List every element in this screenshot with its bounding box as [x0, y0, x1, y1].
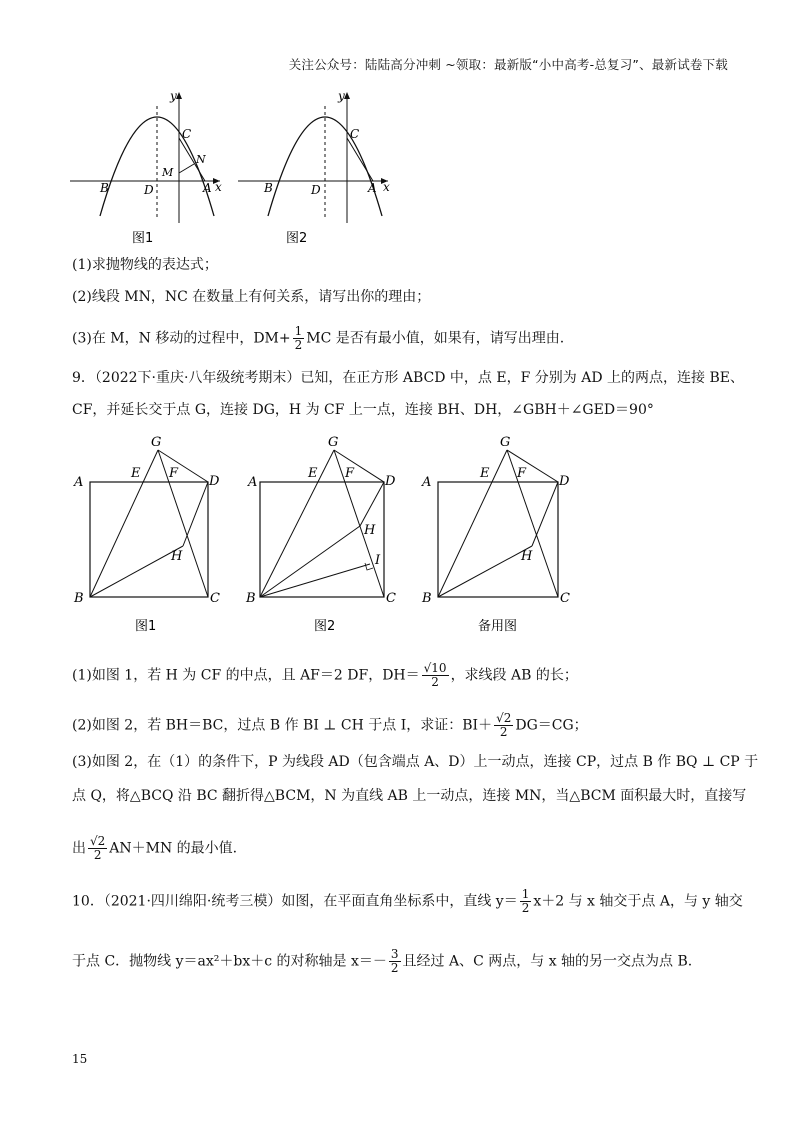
frac-den: 2: [93, 848, 102, 862]
q9f1-G: G: [151, 435, 162, 450]
q9-part2: [72, 712, 588, 739]
q10-line1-fraction: [520, 888, 532, 915]
page-header: 关注公众号：陆陆高分冲刺 ~领取：最新版“小中高考-总复习”、最新试卷下载: [288, 57, 728, 72]
q9f2-E: E: [308, 466, 318, 481]
q9-intro-line2: CF，并延长交于点 G，连接 DG，H 为 CF 上一点，连接 BH、DH，∠GBH＋∠GED＝90°: [72, 402, 654, 418]
q9f3-G: G: [500, 435, 511, 450]
q9f1-B: B: [74, 591, 84, 606]
q8f1-label-C: C: [182, 127, 192, 141]
frac-num: √2: [496, 711, 512, 725]
q8f2-label-D: D: [311, 183, 321, 197]
q10-line1-b: x＋2 与 x 轴交于点 A，与 y 轴交: [533, 893, 743, 910]
q9f2-G: G: [328, 435, 339, 450]
q9-part1-a: (1)如图 1，若 H 为 CF 的中点，且 AF＝2 DF，DH＝: [72, 667, 420, 684]
q9-figure-spare: [420, 430, 580, 640]
q9-fig2-caption: 图2: [314, 619, 336, 634]
q9-intro-line1: 9．（2022下·重庆·八年级统考期末）已知，在正方形 ABCD 中，点 E，F 分别为 AD 上的两点，连接 BE、: [72, 370, 744, 386]
q9-part3-fraction: [88, 835, 107, 862]
q9-part3-line3-b: AN＋MN 的最小值.: [109, 840, 238, 857]
q9-part1-b: ，求线段 AB 的长；: [450, 667, 578, 684]
q8-part3: [72, 325, 564, 352]
frac-den: 2: [431, 675, 439, 689]
q8f1-label-x: x: [215, 180, 222, 194]
q9f3-E: E: [480, 466, 490, 481]
q8f1-label-B: B: [100, 181, 109, 195]
q8-part2: (2)线段 MN，NC 在数量上有何关系，请写出你的理由；: [72, 289, 431, 305]
q8-fig2-caption: 图2: [286, 231, 308, 246]
q9-part2-a: (2)如图 2，若 BH＝BC，过点 B 作 BI ⊥ CH 于点 I，求证：BI＋: [72, 717, 493, 734]
q9f3-C: C: [560, 591, 570, 606]
q8f1-label-A: A: [203, 181, 212, 195]
frac-den: 2: [499, 725, 508, 739]
q9f1-A: A: [74, 475, 84, 490]
q8f2-label-A: A: [368, 181, 377, 195]
frac-num: √10: [423, 661, 447, 675]
frac-num: 3: [390, 947, 399, 961]
q8f1-label-N: N: [196, 153, 206, 166]
q8-part3-a: (3)在 M，N 移动的过程中，DM+: [72, 330, 291, 347]
q9f3-D: D: [559, 474, 570, 489]
frac-num: 1: [521, 887, 530, 901]
q9f3-B: B: [422, 591, 432, 606]
q9-part3-line1: (3)如图 2，在（1）的条件下，P 为线段 AD（包含端点 A、D）上一动点，连接 CP，过点 B 作 BQ ⊥ CP 于: [72, 754, 759, 770]
q9-figure-1: [70, 430, 230, 640]
q9f2-C: C: [386, 591, 396, 606]
q9f2-D: D: [385, 474, 396, 489]
q8-figure-2: [238, 88, 398, 248]
q9f1-D: D: [209, 474, 220, 489]
q8f1-label-D: D: [144, 183, 154, 197]
q8-fig1-caption: 图1: [132, 231, 154, 246]
q9-part2-fraction: [494, 712, 513, 739]
q8-part1: (1)求抛物线的表达式；: [72, 257, 218, 273]
q10-line2-a: 于点 C．抛物线 y＝ax²＋bx＋c 的对称轴是 x＝－: [72, 953, 387, 970]
q9-part2-b: DG＝CG；: [515, 717, 588, 734]
q10-line1: [72, 888, 743, 915]
q10-line2: [72, 948, 692, 975]
q10-line2-fraction: [389, 948, 401, 975]
q9-fig3-caption: 备用图: [478, 619, 518, 634]
q8f2-label-x: x: [383, 180, 390, 194]
frac-den: 2: [294, 338, 303, 352]
q10-line2-b: 且经过 A、C 两点，与 x 轴的另一交点为点 B.: [402, 953, 693, 970]
frac-num: √2: [90, 834, 106, 848]
q9f1-C: C: [210, 591, 220, 606]
q9f3-H: H: [521, 549, 533, 564]
q9f1-H: H: [171, 549, 183, 564]
q9-part3-line2: 点 Q，将△BCQ 沿 BC 翻折得△BCM，N 为直线 AB 上一动点，连接 MN，当△BCM 面积最大时，直接写: [72, 788, 747, 804]
q9f2-I: I: [375, 553, 381, 568]
frac-num: 1: [294, 324, 303, 338]
q9-figure-2: [248, 430, 408, 640]
q8f1-label-M: M: [162, 166, 174, 179]
q9f2-B: B: [246, 591, 256, 606]
q9-part1: [72, 662, 578, 689]
q9-part3-line3: [72, 835, 237, 862]
q9-part3-line3-a: 出: [72, 840, 86, 857]
frac-den: 2: [390, 961, 399, 975]
q9f2-A: A: [248, 475, 258, 490]
q9f2-H: H: [364, 523, 376, 538]
q9-fig1-caption: 图1: [135, 619, 157, 634]
q9f2-F: F: [345, 466, 355, 481]
q8f1-label-y: y: [170, 89, 177, 103]
q9f1-E: E: [131, 466, 141, 481]
q8f2-label-C: C: [350, 127, 360, 141]
q9f3-A: A: [422, 475, 432, 490]
q8f2-label-y: y: [338, 89, 345, 103]
q9f3-F: F: [517, 466, 527, 481]
page-number: 15: [72, 1052, 88, 1066]
q9-part1-fraction: [422, 662, 449, 689]
q8-part3-b: MC 是否有最小值，如果有，请写出理由.: [306, 330, 565, 347]
q8-part3-fraction: [293, 325, 305, 352]
q10-line1-a: 10．（2021·四川绵阳·统考三模）如图，在平面直角坐标系中，直线 y＝: [72, 893, 518, 910]
q8-figure-1: [70, 88, 230, 248]
frac-den: 2: [521, 901, 530, 915]
q9f1-F: F: [169, 466, 179, 481]
q8f2-label-B: B: [264, 181, 273, 195]
